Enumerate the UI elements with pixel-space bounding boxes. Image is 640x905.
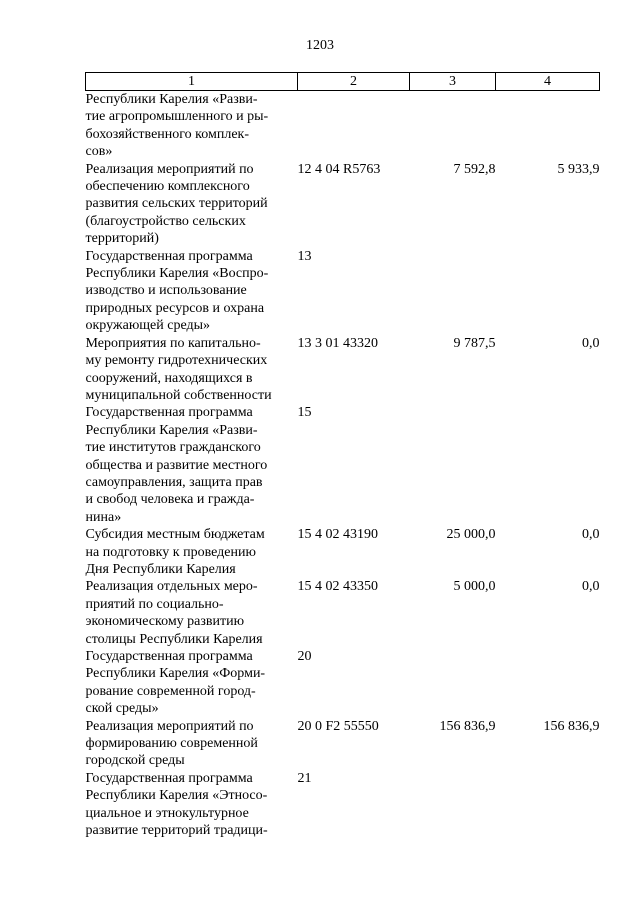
row-name-line: общества и развитие местного	[85, 457, 268, 473]
row-name-line: экономическому развитию	[85, 614, 245, 630]
row-value-col4-cell	[496, 248, 600, 335]
row-name-line: окружающей среды»	[85, 318, 211, 334]
table-row	[86, 578, 600, 648]
table-body	[86, 91, 600, 840]
row-value-col4-cell	[496, 404, 600, 526]
row-name-line: сов»	[85, 144, 113, 160]
row-name-line: Республики Карелия «Этносо-	[85, 788, 268, 804]
row-name-line: Государственная программа	[85, 248, 253, 264]
row-value-col3-cell	[410, 248, 496, 335]
row-name-line: и свобод человека и гражда-	[85, 492, 255, 508]
table-row	[86, 718, 600, 770]
row-value-col3-cell	[410, 770, 496, 840]
page-number: 1203	[306, 38, 334, 53]
row-name-line: Государственная программа	[85, 649, 253, 664]
row-code-cell: 20 0 F2 55550	[297, 718, 379, 734]
row-value-col3-cell: 7 592,8	[453, 161, 496, 177]
row-name-line: ской среды»	[85, 701, 159, 717]
row-value-col3-cell: 5 000,0	[453, 579, 496, 595]
row-value-col4-cell: 5 933,9	[557, 161, 600, 177]
row-value-col3-cell	[410, 648, 496, 718]
column-number-header-row	[86, 73, 600, 91]
row-name-line: городской среды	[85, 753, 185, 769]
table-row	[86, 404, 600, 526]
row-name-line: тие институтов гражданского	[85, 440, 261, 456]
row-name-cell	[86, 648, 298, 718]
row-name-cell	[86, 91, 298, 161]
row-name-cell	[86, 161, 298, 248]
row-name-line: рование современной город-	[85, 683, 256, 699]
row-value-col4-cell: 156 836,9	[543, 718, 600, 734]
row-name-line: Субсидия местным бюджетам	[85, 527, 265, 543]
row-name-line: Реализация мероприятий по	[85, 718, 254, 734]
row-name-line: бохозяйственного комплек-	[85, 126, 249, 142]
row-name-line: Государственная программа	[85, 770, 253, 786]
budget-table	[85, 72, 600, 839]
column-header-3: 3	[410, 73, 496, 91]
row-name-line: формированию современной	[85, 736, 258, 752]
row-value-col3-cell: 9 787,5	[453, 335, 496, 351]
row-name-line: развития сельских территорий	[85, 196, 268, 212]
row-name-line: (благоустройство сельских	[85, 213, 246, 229]
row-value-col4-cell: 0,0	[582, 579, 600, 595]
row-code-cell	[298, 91, 410, 161]
table-row	[86, 161, 600, 248]
row-name-line: Реализация отдельных меро-	[85, 579, 258, 595]
row-name-line: Республики Карелия «Форми-	[85, 666, 266, 682]
row-name-line: сооружений, находящихся в	[85, 370, 253, 386]
row-name-line: му ремонту гидротехнических	[85, 353, 268, 369]
row-code-cell: 20	[297, 649, 312, 664]
row-name-cell	[86, 404, 298, 526]
row-value-col4-cell	[496, 648, 600, 718]
row-code-cell: 21	[297, 770, 312, 786]
row-name-line: Реализация мероприятий по	[85, 161, 254, 177]
row-value-col3-cell: 156 836,9	[439, 718, 496, 734]
row-code-cell: 15 4 02 43350	[297, 579, 378, 595]
row-name-cell	[86, 248, 298, 335]
row-name-line: изводство и использование	[85, 283, 247, 299]
row-name-line: тие агропромышленного и ры-	[85, 109, 269, 125]
row-name-cell	[86, 335, 298, 405]
row-name-line: территорий)	[85, 231, 159, 247]
row-name-line: Республики Карелия «Разви-	[85, 92, 258, 107]
row-value-col4-cell: 0,0	[582, 527, 600, 543]
row-name-line: природных ресурсов и охрана	[85, 300, 265, 316]
row-name-line: Республики Карелия «Воспро-	[85, 266, 269, 282]
row-name-line: на подготовку к проведению	[85, 544, 256, 560]
row-name-line: приятий по социально-	[85, 596, 224, 612]
row-name-line: обеспечению комплексного	[85, 179, 250, 195]
row-name-cell	[86, 578, 298, 648]
column-header-1: 1	[86, 73, 298, 91]
row-name-cell	[86, 770, 298, 840]
row-value-col4-cell: 0,0	[582, 335, 600, 351]
table-row	[86, 770, 600, 840]
table-row	[86, 91, 600, 161]
row-name-cell	[86, 718, 298, 770]
row-name-cell	[86, 526, 298, 578]
row-name-line: Государственная программа	[85, 405, 253, 421]
table-row	[86, 648, 600, 718]
table-row	[86, 335, 600, 405]
row-name-line: Республики Карелия «Разви-	[85, 422, 258, 438]
row-code-cell: 12 4 04 R5763	[297, 161, 381, 177]
row-name-line: столицы Республики Карелия	[85, 631, 263, 647]
table-row	[86, 526, 600, 578]
column-header-4: 4	[496, 73, 600, 91]
table-row	[86, 248, 600, 335]
row-value-col3-cell	[410, 91, 496, 161]
row-name-line: циальное и этнокультурное	[85, 805, 249, 821]
row-name-line: Дня Республики Карелия	[85, 561, 236, 577]
row-value-col3-cell: 25 000,0	[446, 527, 496, 543]
column-header-2: 2	[298, 73, 410, 91]
row-code-cell: 13 3 01 43320	[297, 335, 378, 351]
row-name-line: нина»	[85, 509, 122, 525]
row-code-cell: 13	[297, 248, 312, 264]
row-name-line: муниципальной собственности	[85, 387, 272, 403]
row-name-line: Мероприятия по капитально-	[85, 335, 261, 351]
row-name-line: развитие территорий традици-	[85, 823, 268, 839]
row-name-line: самоуправления, защита прав	[85, 474, 263, 490]
row-value-col4-cell	[496, 91, 600, 161]
row-value-col3-cell	[410, 404, 496, 526]
row-value-col4-cell	[496, 770, 600, 840]
row-code-cell: 15 4 02 43190	[297, 527, 378, 543]
row-code-cell: 15	[297, 405, 312, 421]
